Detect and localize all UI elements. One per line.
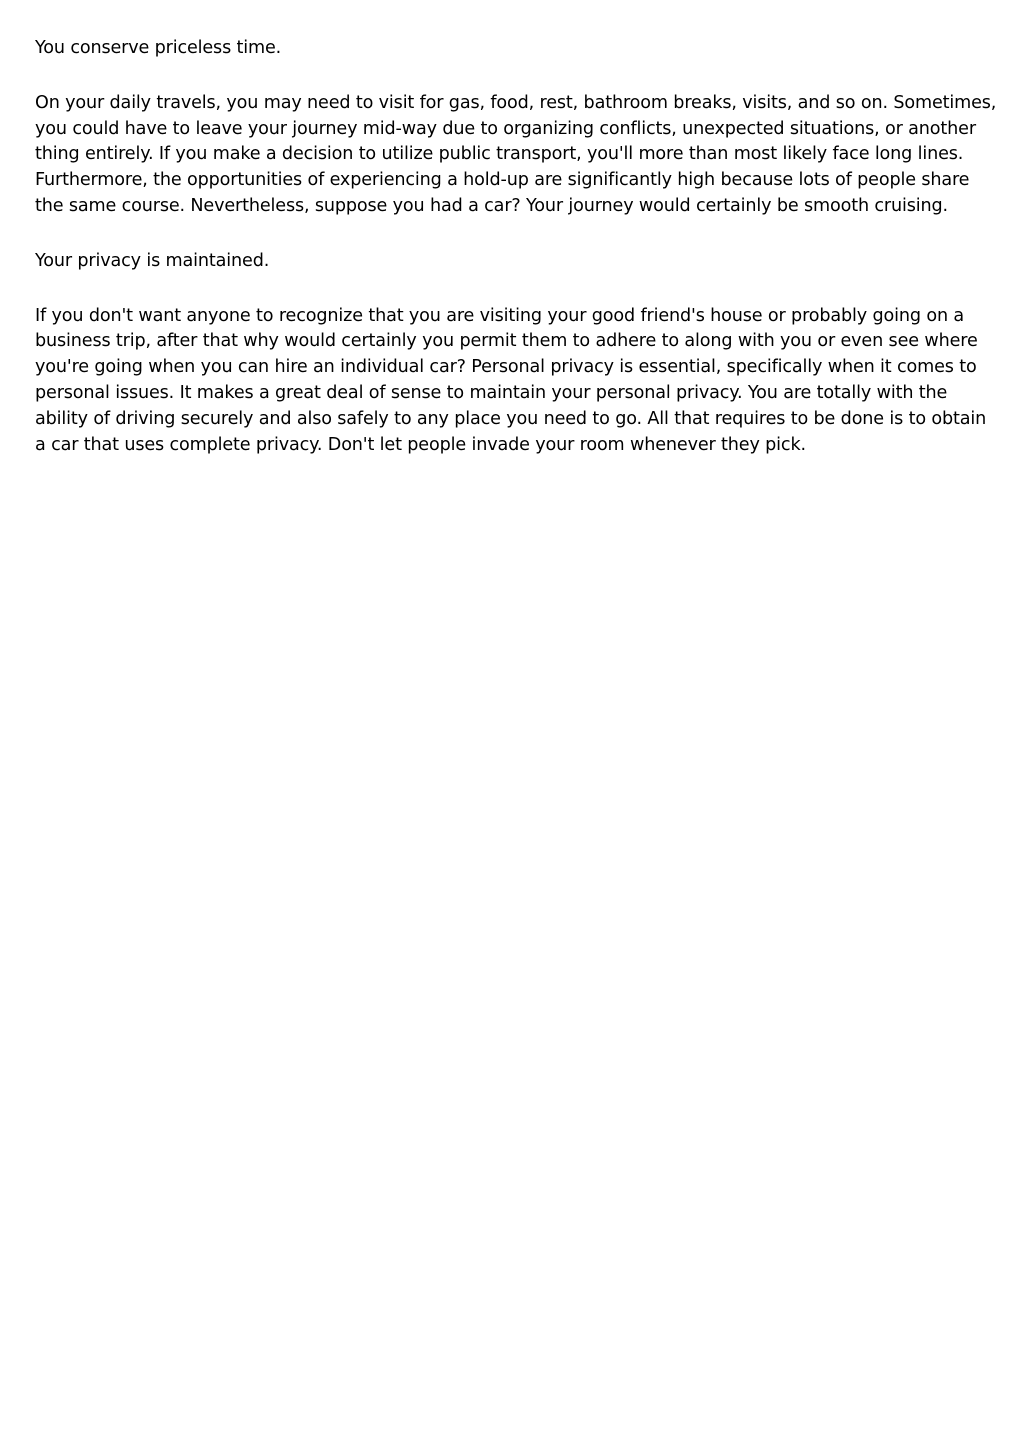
- paragraph-privacy-details: If you don't want anyone to recognize that you are visiting your good friend's house or probably going on a business trip, after that why would certainly you permit them to adhere to along with you or even see where you're going when you can hire an individual car? Personal privacy is essential, specifically when it comes to personal issues. It makes a great deal of sense to maintain your personal privacy. You are totally with the ability of driving securely and also safely to any place you need to go. All that requires to be done is to obtain a car that uses complete privacy. Don't let people invade your room whenever they pick.: [35, 305, 987, 455]
- paragraph-daily-travels: On your daily travels, you may need to visit for gas, food, rest, bathroom breaks, visits, and so on. Sometimes, you could have to leave your journey mid-way due to organizing conflicts, unexpected situations, or another thing entirely. If you make a decision to utilize public transport, you'll more than most likely face long lines. Furthermore, the opportunities of experiencing a hold-up are significantly high because lots of people share the same course. Nevertheless, suppose you had a car? Your journey would certainly be smooth cruising.: [35, 92, 997, 216]
- paragraph-heading-privacy: Your privacy is maintained.: [35, 250, 270, 271]
- paragraph-heading-time: You conserve priceless time.: [35, 38, 282, 58]
- document-body: [35, 36, 997, 487]
